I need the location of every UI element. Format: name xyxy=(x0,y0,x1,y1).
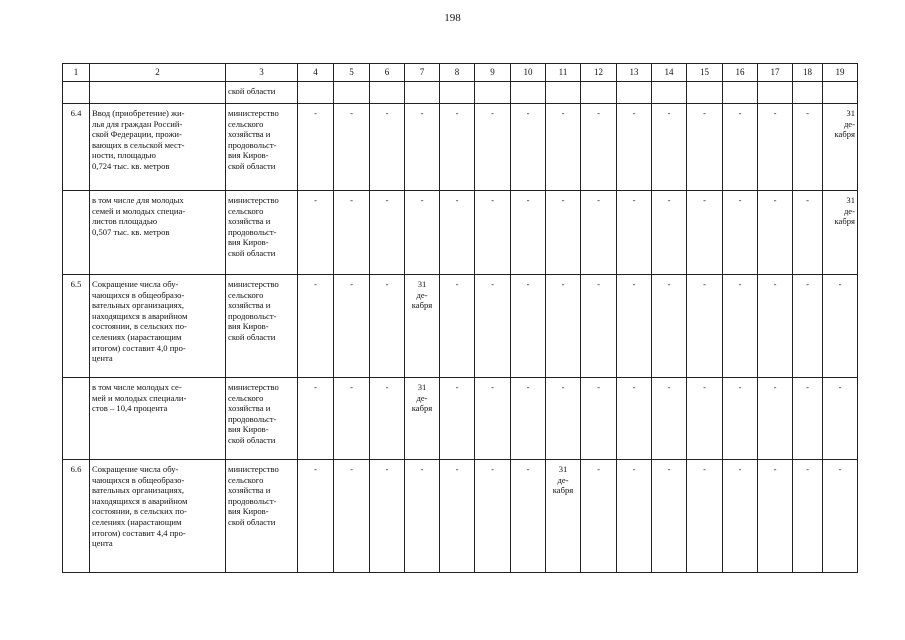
description-line: селениях (нарастающим xyxy=(92,331,182,342)
value-cell: - xyxy=(581,275,617,378)
value-cell: - xyxy=(440,191,475,275)
responsible-line: сельского xyxy=(228,392,264,403)
description-line: итогом) составит 4,4 про- xyxy=(92,527,186,538)
plan-table xyxy=(62,63,858,573)
value-cell: - xyxy=(334,378,370,460)
description-line: семей и молодых специа- xyxy=(92,205,186,216)
empty-cell xyxy=(546,82,581,104)
empty-cell xyxy=(370,82,405,104)
date-line: 31 xyxy=(417,382,427,392)
value-cell: - xyxy=(475,191,511,275)
value-cell: - xyxy=(440,460,475,573)
header-cell: 4 xyxy=(298,64,334,82)
value-cell: - xyxy=(298,275,334,378)
value-cell: - xyxy=(581,460,617,573)
empty-cell xyxy=(511,82,546,104)
empty-cell xyxy=(298,82,334,104)
header-cell: 1 xyxy=(63,64,90,82)
description-cell xyxy=(90,275,226,378)
responsible-line: министерство xyxy=(228,279,279,289)
value-cell: - xyxy=(687,460,723,573)
header-cell: 15 xyxy=(687,64,723,82)
value-cell: - xyxy=(511,191,546,275)
value-cell: - xyxy=(440,378,475,460)
responsible-line: ской области xyxy=(228,247,276,258)
table-body xyxy=(63,64,858,573)
header-cell: 5 xyxy=(334,64,370,82)
value-cell: - xyxy=(723,104,758,191)
value-cell: - xyxy=(546,378,581,460)
responsible-line: ской области xyxy=(228,434,276,445)
responsible-line: хозяйства и xyxy=(228,216,271,227)
responsible-line: продовольст- xyxy=(228,310,277,321)
description-line: находящихся в аварийном xyxy=(92,310,188,321)
responsible-line: министерство xyxy=(228,464,279,474)
date-line: 31 xyxy=(417,279,427,289)
value-cell: - xyxy=(511,104,546,191)
responsible-line: хозяйства и xyxy=(228,129,271,140)
description-line: Сокращение числа обу- xyxy=(92,279,179,289)
responsible-line: вия Киров- xyxy=(228,237,269,248)
value-cell: - xyxy=(581,191,617,275)
description-line: вательных организациях, xyxy=(92,300,185,311)
header-cell: 19 xyxy=(823,64,858,82)
responsible-line: сельского xyxy=(228,474,264,485)
header-cell: 16 xyxy=(723,64,758,82)
value-cell: - xyxy=(723,191,758,275)
value-cell: - xyxy=(546,191,581,275)
description-line: итогом) составит 4,0 про- xyxy=(92,342,186,353)
header-cell: 10 xyxy=(511,64,546,82)
responsible-line: министерство xyxy=(228,382,279,392)
row-number-cell: 6.4 xyxy=(63,104,90,191)
value-cell: - xyxy=(475,275,511,378)
value-cell: - xyxy=(652,460,687,573)
value-cell: - xyxy=(546,275,581,378)
value-cell: - xyxy=(581,104,617,191)
value-cell: - xyxy=(511,378,546,460)
header-cell: 13 xyxy=(617,64,652,82)
value-cell: - xyxy=(758,460,793,573)
date-cell xyxy=(405,275,440,378)
responsible-cell xyxy=(226,378,298,460)
value-cell: - xyxy=(687,191,723,275)
value-cell: - xyxy=(823,378,858,460)
value-cell: - xyxy=(475,378,511,460)
value-cell: - xyxy=(758,191,793,275)
empty-cell xyxy=(581,82,617,104)
description-cell xyxy=(90,460,226,573)
value-cell: - xyxy=(793,275,823,378)
header-cell: 6 xyxy=(370,64,405,82)
table-row xyxy=(63,378,858,460)
responsible-cell xyxy=(226,275,298,378)
header-cell: 9 xyxy=(475,64,511,82)
value-cell: - xyxy=(298,378,334,460)
empty-cell xyxy=(334,82,370,104)
date-line: 31 xyxy=(846,195,855,205)
header-row xyxy=(63,64,858,82)
description-line: Ввод (приобретение) жи- xyxy=(92,108,185,118)
header-cell: 14 xyxy=(652,64,687,82)
value-cell: - xyxy=(793,104,823,191)
header-cell: 3 xyxy=(226,64,298,82)
value-cell: - xyxy=(298,460,334,573)
value-cell: - xyxy=(687,104,723,191)
responsible-line: ской области xyxy=(228,86,276,96)
value-cell: - xyxy=(758,275,793,378)
responsible-line: продовольст- xyxy=(228,495,277,506)
description-line: в том числе молодых се- xyxy=(92,382,182,392)
value-cell: - xyxy=(405,104,440,191)
date-cell xyxy=(405,378,440,460)
table-row xyxy=(63,275,858,378)
value-cell: - xyxy=(617,191,652,275)
header-cell: 17 xyxy=(758,64,793,82)
header-cell: 2 xyxy=(90,64,226,82)
value-cell: - xyxy=(793,460,823,573)
description-cell xyxy=(90,378,226,460)
value-cell: - xyxy=(511,460,546,573)
value-cell: - xyxy=(652,104,687,191)
value-cell: - xyxy=(758,378,793,460)
value-cell: - xyxy=(546,104,581,191)
responsible-line: хозяйства и xyxy=(228,485,271,496)
value-cell: - xyxy=(370,191,405,275)
date-line: кабря xyxy=(411,403,433,414)
description-line: ской Федерации, прожи- xyxy=(92,129,182,140)
value-cell: - xyxy=(334,275,370,378)
empty-cell xyxy=(758,82,793,104)
responsible-line: продовольст- xyxy=(228,226,277,237)
description-cell xyxy=(90,104,226,191)
value-cell: - xyxy=(617,460,652,573)
empty-cell xyxy=(723,82,758,104)
date-line: кабря xyxy=(552,485,574,496)
responsible-line: министерство xyxy=(228,195,279,205)
responsible-line: министерство xyxy=(228,108,279,118)
description-line: в том числе для молодых xyxy=(92,195,184,205)
header-cell: 12 xyxy=(581,64,617,82)
table-row xyxy=(63,104,858,191)
value-cell: - xyxy=(793,191,823,275)
description-line: ности, площадью xyxy=(92,150,156,161)
responsible-line: сельского xyxy=(228,205,264,216)
value-cell: - xyxy=(687,378,723,460)
value-cell: - xyxy=(370,460,405,573)
responsible-cell xyxy=(226,460,298,573)
value-cell: - xyxy=(334,460,370,573)
responsible-line: хозяйства и xyxy=(228,300,271,311)
table-row xyxy=(63,460,858,573)
date-cell xyxy=(823,104,858,191)
date-line: де- xyxy=(843,205,855,216)
responsible-line: вия Киров- xyxy=(228,506,269,517)
value-cell: - xyxy=(370,378,405,460)
description-line: листов площадью xyxy=(92,216,158,227)
description-line: вающих в сельской мест- xyxy=(92,139,185,150)
value-cell: - xyxy=(405,460,440,573)
responsible-line: продовольст- xyxy=(228,139,277,150)
responsible-cell xyxy=(226,104,298,191)
empty-cell xyxy=(405,82,440,104)
description-line: стов – 10,4 процента xyxy=(92,403,168,414)
value-cell: - xyxy=(617,275,652,378)
value-cell: - xyxy=(652,378,687,460)
description-cell xyxy=(90,191,226,275)
value-cell: - xyxy=(823,460,858,573)
description-line: состоянии, в сельских по- xyxy=(92,321,187,332)
value-cell: - xyxy=(298,191,334,275)
value-cell: - xyxy=(723,275,758,378)
continuation-row xyxy=(63,82,858,104)
date-cell xyxy=(546,460,581,573)
responsible-cell xyxy=(226,191,298,275)
value-cell: - xyxy=(793,378,823,460)
description-line: Сокращение числа обу- xyxy=(92,464,179,474)
value-cell: - xyxy=(475,460,511,573)
description-line: 0,507 тыс. кв. метров xyxy=(92,226,170,237)
header-cell: 8 xyxy=(440,64,475,82)
header-cell: 7 xyxy=(405,64,440,82)
description-line: селениях (нарастающим xyxy=(92,516,182,527)
row-number-cell xyxy=(63,191,90,275)
empty-cell xyxy=(793,82,823,104)
description-line: чающихся в общеобразо- xyxy=(92,289,185,300)
date-line: кабря xyxy=(834,216,855,227)
date-line: де- xyxy=(843,118,855,129)
responsible-line: сельского xyxy=(228,118,264,129)
value-cell: - xyxy=(652,191,687,275)
empty-cell xyxy=(617,82,652,104)
value-cell: - xyxy=(370,275,405,378)
responsible-line: вия Киров- xyxy=(228,150,269,161)
responsible-line: продовольст- xyxy=(228,413,277,424)
date-line: де- xyxy=(416,289,428,300)
date-line: кабря xyxy=(834,129,855,140)
responsible-line: ской области xyxy=(228,160,276,171)
description-line: цента xyxy=(92,353,113,364)
row-number-cell: 6.5 xyxy=(63,275,90,378)
empty-cell xyxy=(90,82,226,104)
description-line: вательных организациях, xyxy=(92,485,185,496)
value-cell: - xyxy=(298,104,334,191)
description-line: 0,724 тыс. кв. метров xyxy=(92,160,170,171)
value-cell: - xyxy=(823,275,858,378)
value-cell: - xyxy=(723,378,758,460)
date-cell xyxy=(823,191,858,275)
table-row xyxy=(63,191,858,275)
value-cell: - xyxy=(475,104,511,191)
responsible-line: сельского xyxy=(228,289,264,300)
header-cell: 11 xyxy=(546,64,581,82)
value-cell: - xyxy=(617,104,652,191)
date-line: 31 xyxy=(558,464,568,474)
value-cell: - xyxy=(334,191,370,275)
empty-cell xyxy=(475,82,511,104)
empty-cell xyxy=(652,82,687,104)
value-cell: - xyxy=(758,104,793,191)
value-cell: - xyxy=(334,104,370,191)
page-number: 198 xyxy=(444,12,461,24)
responsible-line: хозяйства и xyxy=(228,403,271,414)
empty-cell xyxy=(63,82,90,104)
responsible-line: ской области xyxy=(228,331,276,342)
description-line: чающихся в общеобразо- xyxy=(92,474,185,485)
value-cell: - xyxy=(405,191,440,275)
responsible-cell xyxy=(226,82,298,104)
value-cell: - xyxy=(370,104,405,191)
value-cell: - xyxy=(617,378,652,460)
description-line: цента xyxy=(92,538,113,549)
value-cell: - xyxy=(723,460,758,573)
value-cell: - xyxy=(440,275,475,378)
value-cell: - xyxy=(440,104,475,191)
empty-cell xyxy=(823,82,858,104)
description-line: состоянии, в сельских по- xyxy=(92,506,187,517)
date-line: кабря xyxy=(411,300,433,311)
value-cell: - xyxy=(652,275,687,378)
empty-cell xyxy=(687,82,723,104)
date-line: де- xyxy=(557,474,569,485)
empty-cell xyxy=(440,82,475,104)
description-line: мей и молодых специали- xyxy=(92,392,187,403)
description-line: находящихся в аварийном xyxy=(92,495,188,506)
row-number-cell: 6.6 xyxy=(63,460,90,573)
header-cell: 18 xyxy=(793,64,823,82)
description-line: лья для граждан Россий- xyxy=(92,118,183,129)
value-cell: - xyxy=(581,378,617,460)
row-number-cell xyxy=(63,378,90,460)
value-cell: - xyxy=(687,275,723,378)
responsible-line: вия Киров- xyxy=(228,424,269,435)
responsible-line: ской области xyxy=(228,516,276,527)
date-line: де- xyxy=(416,392,428,403)
value-cell: - xyxy=(511,275,546,378)
date-line: 31 xyxy=(846,108,855,118)
responsible-line: вия Киров- xyxy=(228,321,269,332)
